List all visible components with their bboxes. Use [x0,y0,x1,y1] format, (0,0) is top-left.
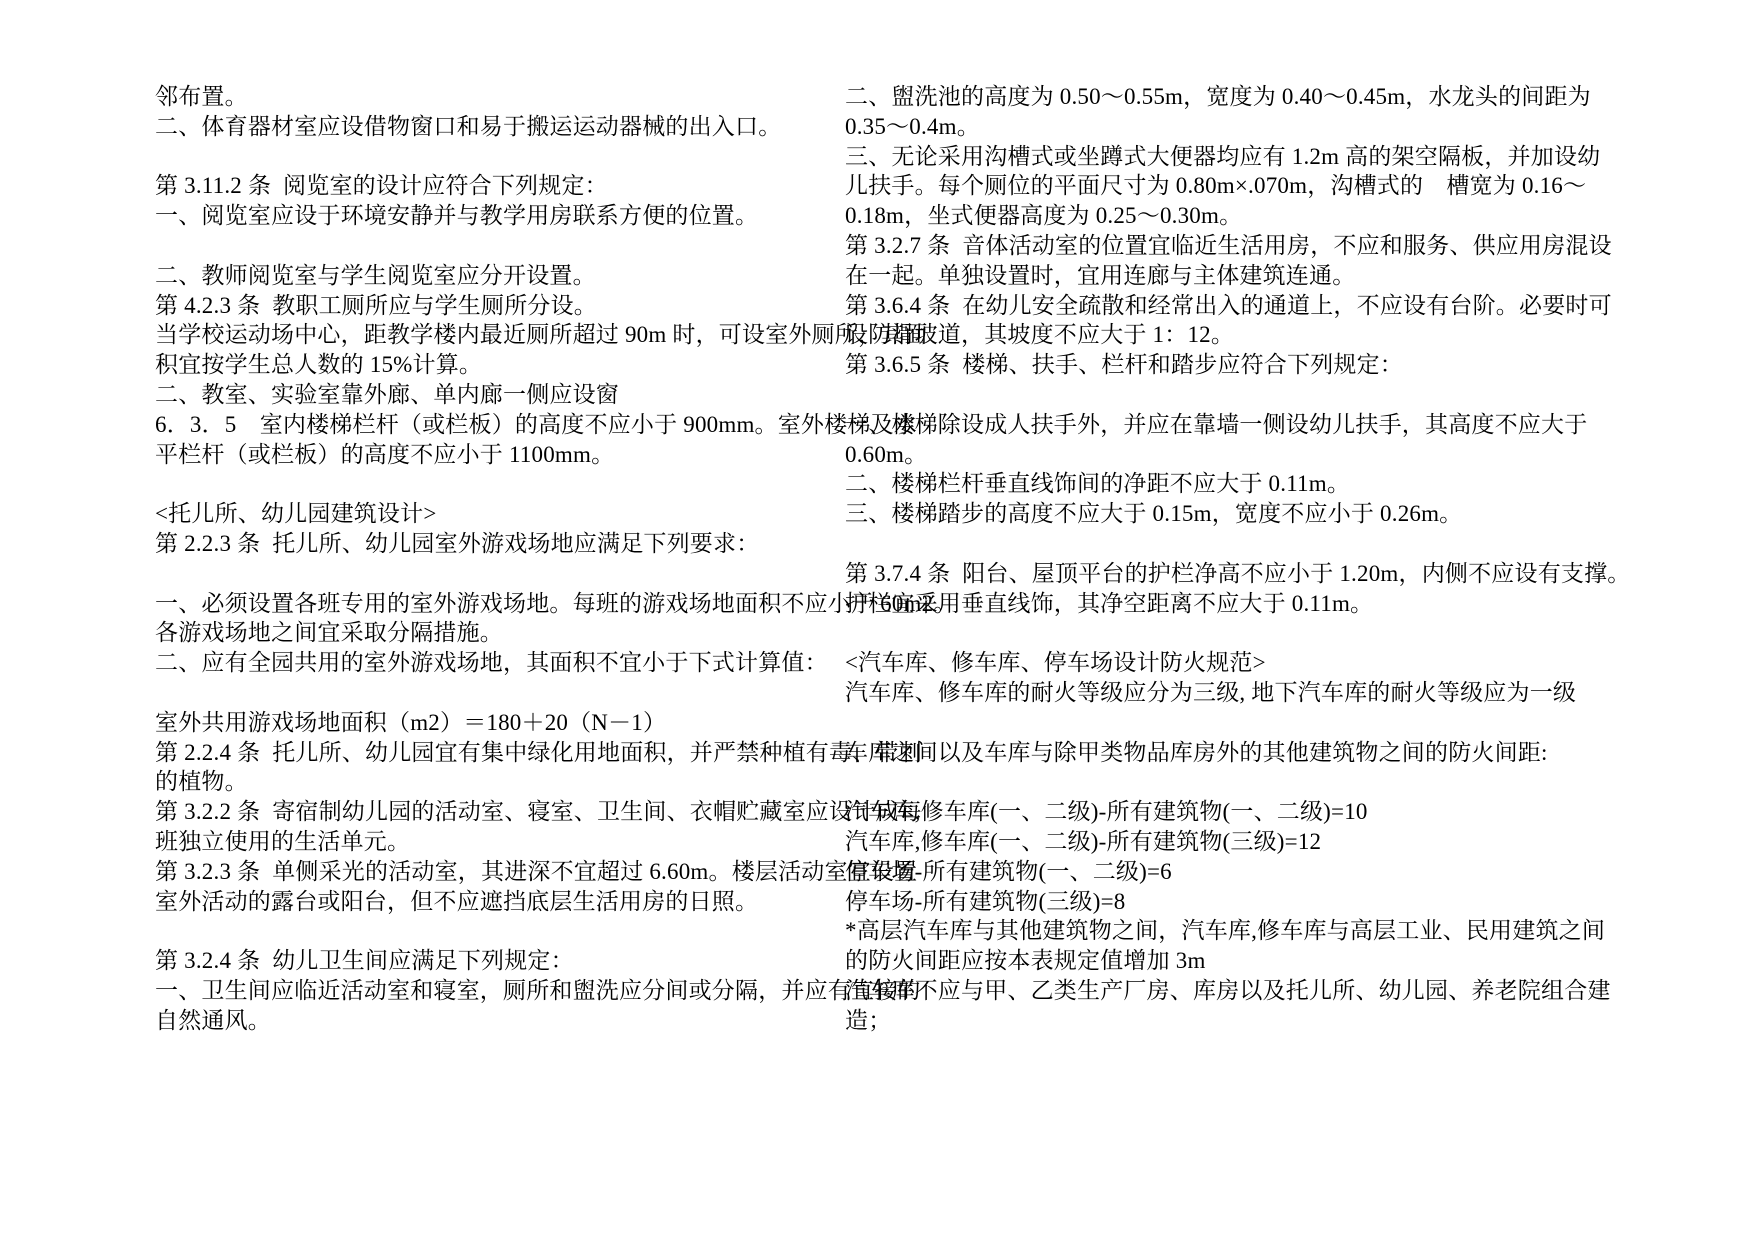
text-line: 6．3．5 室内楼梯栏杆（或栏板）的高度不应小于 900mm。室外楼梯及水 [155,411,917,437]
text-line: 一、楼梯除设成人扶手外，并应在靠墙一侧设幼儿扶手，其高度不应大于 [845,411,1588,437]
text-line [155,916,957,946]
text-line: 第 3.11.2 条 阅览室的设计应符合下列规定： [155,173,608,199]
text-line: 第 2.2.4 条 托儿所、幼儿园宜有集中绿化用地面积，并严禁种植有毒、带刺 [155,739,922,765]
text-line: 汽车库,修车库(一、二级)-所有建筑物(一、二级)=10 [845,799,1368,825]
text-line: 汽车库,修车库(一、二级)-所有建筑物(三级)=12 [845,828,1322,854]
text-line: *高层汽车库与其他建筑物之间，汽车库,修车库与高层工业、民用建筑之间 [845,918,1606,944]
right-column [845,82,1631,1036]
text-line: 护栏宜采用垂直线饰，其净空距离不应大于 0.11m。 [845,590,1374,616]
text-line: 二、楼梯栏杆垂直线饰间的净距不应大于 0.11m。 [845,471,1351,497]
text-line: 班独立使用的生活单元。 [155,828,411,854]
text-line [155,142,957,172]
text-line [845,618,1631,648]
text-line: 儿扶手。每个厕位的平面尺寸为 0.80m×.070m，沟槽式的 槽宽为 0.16～ [845,173,1587,199]
text-line: 一、阅览室应设于环境安静并与教学用房联系方便的位置。 [155,203,759,229]
text-line: 自然通风。 [155,1007,271,1033]
text-line: 二、教室、实验室靠外廊、单内廊一侧应设窗 [155,381,619,407]
text-line: 一、必须设置各班专用的室外游戏场地。每班的游戏场地面积不应小于 60m2。 [155,590,957,616]
text-line: 第 3.2.2 条 寄宿制幼儿园的活动室、寝室、卫生间、衣帽贮藏室应设计成每 [155,799,922,825]
text-line [845,767,1631,797]
text-line: 二、应有全园共用的室外游戏场地，其面积不宜小于下式计算值： [155,650,828,676]
text-line: <汽车库、修车库、停车场设计防火规范> [845,650,1266,676]
text-line: 0.18m，坐式便器高度为 0.25～0.30m。 [845,203,1243,229]
text-line: 三、无论采用沟槽式或坐蹲式大便器均应有 1.2m 高的架空隔板，并加设幼 [845,143,1601,169]
text-line: 第 3.7.4 条 阳台、屋顶平台的护栏净高不应小于 1.20m，内侧不应设有支撑。 [845,560,1631,586]
text-line: 在一起。单独设置时，宜用连廊与主体建筑连通。 [845,262,1356,288]
text-line [155,231,957,261]
text-line: 停车场-所有建筑物(三级)=8 [845,888,1126,914]
text-line: 0.35～0.4m。 [845,113,980,139]
text-line: 积宜按学生总人数的 15%计算。 [155,352,483,378]
text-line: 造； [845,1007,892,1033]
text-line [155,469,957,499]
text-line: 汽车库不应与甲、乙类生产厂房、库房以及托儿所、幼儿园、养老院组合建 [845,977,1611,1003]
text-line [845,529,1631,559]
text-line: 第 3.2.4 条 幼儿卫生间应满足下列规定： [155,948,574,974]
text-line: 汽车库、修车库的耐火等级应分为三级, 地下汽车库的耐火等级应为一级 [845,679,1577,705]
text-line: 第 3.6.5 条 楼梯、扶手、栏杆和踏步应符合下列规定： [845,352,1403,378]
text-line [155,678,957,708]
text-line: 第 3.6.4 条 在幼儿安全疏散和经常出入的通道上，不应设有台阶。必要时可 [845,292,1612,318]
text-line: 二、体育器材室应设借物窗口和易于搬运运动器械的出入口。 [155,113,782,139]
text-line: 的植物。 [155,769,248,795]
text-line: 0.60m。 [845,441,928,467]
text-line: 邻布置。 [155,84,248,109]
text-line: 各游戏场地之间宜采取分隔措施。 [155,620,503,646]
text-line: <托儿所、幼儿园建筑设计> [155,501,437,527]
text-line: 设防滑坡道，其坡度不应大于 1：12。 [845,322,1235,348]
left-column [155,82,957,1036]
text-line: 第 3.2.7 条 音体活动室的位置宜临近生活用房，不应和服务、供应用房混设 [845,232,1612,258]
text-line: 二、盥洗池的高度为 0.50～0.55m，宽度为 0.40～0.45m，水龙头的间距为 [845,84,1591,109]
text-line: 第 4.2.3 条 教职工厕所应与学生厕所分设。 [155,292,597,318]
text-line: 车库之间以及车库与除甲类物品库房外的其他建筑物之间的防火间距: [845,739,1548,765]
text-line: 当学校运动场中心，距教学楼内最近厕所超过 90m 时，可设室外厕所，其面 [155,322,928,348]
text-line: 的防火间距应按本表规定值增加 3m [845,948,1206,974]
text-line [845,380,1631,410]
text-line: 停车场-所有建筑物(一、二级)=6 [845,858,1172,884]
text-line: 室外活动的露台或阳台，但不应遮挡底层生活用房的日照。 [155,888,759,914]
text-line: 平栏杆（或栏板）的高度不应小于 1100mm。 [155,441,615,467]
text-line: 三、楼梯踏步的高度不应大于 0.15m，宽度不应小于 0.26m。 [845,501,1463,527]
text-line: 室外共用游戏场地面积（m2）＝180＋20（N－1） [155,709,667,735]
text-line: 二、教师阅览室与学生阅览室应分开设置。 [155,262,596,288]
text-line: 第 2.2.3 条 托儿所、幼儿园室外游戏场地应满足下列要求： [155,530,760,556]
text-line: 第 3.2.3 条 单侧采光的活动室，其进深不宜超过 6.60m。楼层活动室宜设置 [155,858,918,884]
text-line [845,708,1631,738]
text-line: 一、卫生间应临近活动室和寝室，厕所和盥洗应分间或分隔，并应有直接的 [155,977,921,1003]
text-line [155,559,957,589]
